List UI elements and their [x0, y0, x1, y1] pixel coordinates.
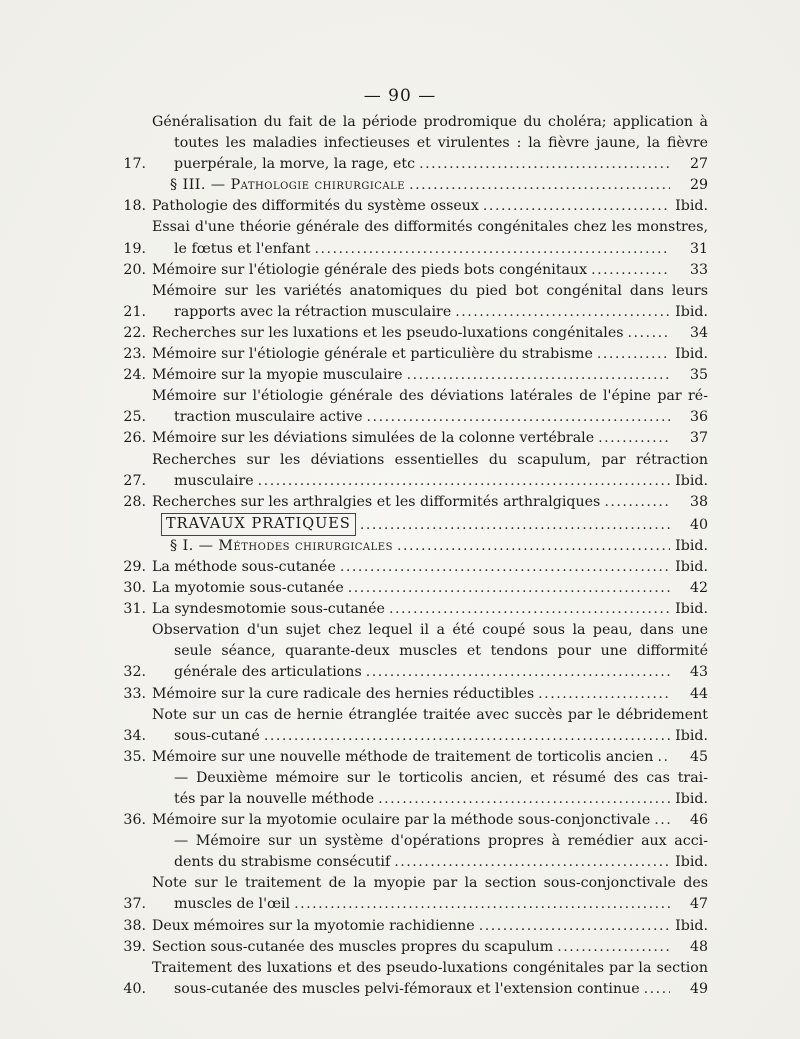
page-ref: Ibid.	[675, 346, 708, 363]
entry-number: 35.	[123, 748, 146, 765]
entry-line	[152, 450, 708, 471]
entry-content	[152, 831, 708, 873]
section-heading	[108, 175, 708, 196]
entry-number: 29.	[123, 558, 146, 575]
toc-entry	[108, 599, 708, 620]
page-ref: Ibid.	[675, 917, 708, 934]
entry-line	[152, 958, 708, 979]
entry-line	[152, 599, 708, 620]
entry-content	[152, 112, 708, 175]
page-ref: 44	[689, 685, 708, 702]
page-ref: 37	[689, 430, 708, 447]
entry-content	[152, 196, 708, 217]
entry-line	[152, 768, 708, 789]
entry-number: 30.	[123, 580, 146, 597]
entry-text: Mémoire sur les variétés anatomiques du pied bot congénital dans leurs	[152, 282, 708, 299]
page-ref: 49	[689, 980, 708, 997]
entry-number: 40.	[123, 980, 146, 997]
page-ref: 29	[689, 177, 708, 194]
page-ref: 46	[689, 812, 708, 829]
entry-text: Recherches sur les déviations essentielles du scapulum, par rétraction	[152, 451, 708, 468]
entry-line	[152, 386, 708, 407]
entry-line	[152, 937, 708, 958]
page-number: — 90 —	[363, 86, 437, 106]
toc-entry	[108, 705, 708, 747]
entry-text: — Deuxième mémoire sur le torticolis ancien, et résumé des cas trai-	[174, 769, 708, 786]
dot-leader	[360, 515, 670, 536]
entry-line	[152, 747, 708, 768]
dot-leader	[597, 344, 670, 365]
toc-entry	[108, 937, 708, 958]
entry-text: Deux mémoires sur la myotomie rachidienne	[152, 917, 475, 934]
toc-entry	[108, 916, 708, 937]
page-ref: Ibid.	[675, 727, 708, 744]
entry-text: Observation d'un sujet chez lequel il a été coupé sous la peau, dans une	[152, 622, 708, 639]
dot-leader	[258, 471, 670, 492]
entry-content	[152, 217, 708, 259]
dot-leader	[294, 894, 670, 915]
entry-content	[152, 492, 708, 513]
entry-line	[152, 112, 708, 133]
page-ref: Ibid.	[675, 601, 708, 618]
entry-number: 21.	[123, 303, 146, 320]
dot-leader	[394, 852, 670, 873]
entry-text: musculaire	[174, 472, 254, 489]
entry-line	[152, 260, 708, 281]
dot-leader	[340, 557, 670, 578]
entry-line	[152, 789, 708, 810]
entry-line	[152, 407, 708, 428]
entry-text: — Mémoire sur un système d'opérations propres à remédier aux acci-	[174, 833, 708, 850]
page-ref: 36	[689, 409, 708, 426]
page-ref: 31	[689, 240, 708, 257]
entry-content	[152, 344, 708, 365]
entry-number: 37.	[123, 896, 146, 913]
dot-leader	[367, 407, 670, 428]
entry-text: sous-cutanée des muscles pelvi-fémoraux et l'extension continue	[174, 980, 640, 997]
page-ref: Ibid.	[675, 303, 708, 320]
entry-content	[152, 323, 708, 344]
toc-entry	[108, 386, 708, 428]
entry-text: puerpérale, la morve, la rage, etc	[174, 156, 416, 173]
section-title: § III. — Pathologie chirurgicale	[170, 177, 406, 194]
dot-leader	[348, 578, 670, 599]
entry-text: seule séance, quarante-deux muscles et tendons pour une difformité	[174, 643, 708, 660]
page-ref: 34	[689, 324, 708, 341]
entry-number: 20.	[123, 261, 146, 278]
entry-text: traction musculaire active	[174, 409, 363, 426]
entry-line	[152, 344, 708, 365]
entry-number: 24.	[123, 367, 146, 384]
entry-content	[152, 873, 708, 915]
page-ref: Ibid.	[675, 537, 708, 554]
entry-number: 28.	[123, 493, 146, 510]
toc-entry	[108, 217, 708, 259]
dot-leader	[455, 302, 670, 323]
dot-leader	[479, 916, 670, 937]
entry-text: sous-cutané	[174, 727, 260, 744]
entry-line	[152, 641, 708, 662]
dot-leader	[598, 428, 670, 449]
entry-number: 33.	[123, 685, 146, 702]
entry-number: 34.	[123, 727, 146, 744]
dot-leader	[557, 937, 670, 958]
entry-content	[152, 958, 708, 1000]
entry-line	[152, 365, 708, 386]
entry-number: 18.	[123, 198, 146, 215]
entry-text: La myotomie sous-cutanée	[152, 580, 344, 597]
dot-leader	[654, 810, 670, 831]
section-heading	[108, 536, 708, 557]
entry-text: Mémoire sur l'étiologie générale et particulière du strabisme	[152, 346, 593, 363]
entry-line	[152, 578, 708, 599]
entry-text: Section sous-cutanée des muscles propres du scapulum	[152, 938, 554, 955]
toc-entry	[108, 492, 708, 513]
toc-entry	[108, 958, 708, 1000]
entry-number: 23.	[123, 346, 146, 363]
section-title: § I. — Méthodes chirurgicales	[170, 537, 393, 554]
table-of-contents	[108, 112, 708, 1000]
entry-line	[152, 852, 708, 873]
page-ref: 48	[689, 938, 708, 955]
entry-content	[152, 557, 708, 578]
entry-content	[152, 705, 708, 747]
page-ref: 33	[689, 261, 708, 278]
entry-line	[152, 662, 708, 683]
toc-entry	[108, 810, 708, 831]
page-ref: 43	[689, 664, 708, 681]
dot-leader	[366, 662, 670, 683]
entry-text: Essai d'une théorie générale des difformités congénitales chez les monstres,	[152, 219, 708, 236]
entry-text: Mémoire sur l'étiologie générale des pieds bots congénitaux	[152, 261, 588, 278]
entry-line	[152, 705, 708, 726]
entry-line	[152, 831, 708, 852]
entry-text: le fœtus et l'enfant	[174, 240, 311, 257]
entry-content	[152, 428, 708, 449]
entry-text: Recherches sur les arthralgies et les difformités arthralgiques	[152, 493, 601, 510]
entry-line	[152, 154, 708, 175]
dot-leader	[314, 239, 670, 260]
entry-text: Mémoire sur la myotomie oculaire par la méthode sous-conjonctivale	[152, 812, 651, 829]
part-heading	[108, 513, 708, 536]
entry-text: générale des articulations	[174, 664, 362, 681]
entry-text: Pathologie des difformités du système osseux	[152, 198, 479, 215]
entry-number: 38.	[123, 917, 146, 934]
toc-entry	[108, 196, 708, 217]
toc-entry	[108, 684, 708, 705]
entry-text: Mémoire sur la myopie musculaire	[152, 367, 403, 384]
entry-text: Mémoire sur l'étiologie générale des déviations latérales de l'épine par ré-	[152, 388, 708, 405]
entry-text: La méthode sous-cutanée	[152, 558, 336, 575]
entry-content	[152, 768, 708, 810]
page-ref: 27	[689, 156, 708, 173]
dot-leader	[378, 789, 670, 810]
dot-leader	[644, 979, 670, 1000]
toc-entry	[108, 365, 708, 386]
entry-content	[152, 916, 708, 937]
dot-leader	[604, 492, 670, 513]
entry-text: Généralisation du fait de la période prodromique du choléra; application à	[152, 114, 708, 130]
toc-entry	[108, 112, 708, 175]
entry-line	[152, 684, 708, 705]
page-ref: 40	[689, 516, 708, 533]
entry-line	[152, 873, 708, 894]
entry-line	[152, 428, 708, 449]
toc-entry	[108, 344, 708, 365]
entry-text: rapports avec la rétraction musculaire	[174, 303, 452, 320]
toc-entry	[108, 428, 708, 449]
entry-number: 17.	[123, 156, 146, 173]
dot-leader	[389, 599, 670, 620]
entry-content	[152, 747, 708, 768]
toc-entry	[108, 831, 708, 873]
entry-number: 22.	[123, 324, 146, 341]
entry-number: 25.	[123, 409, 146, 426]
entry-text: toutes les maladies infectieuses et virulentes : la fièvre jaune, la fièvre	[174, 135, 708, 152]
dot-leader	[591, 260, 670, 281]
entry-content	[152, 599, 708, 620]
entry-line	[152, 810, 708, 831]
toc-entry	[108, 557, 708, 578]
entry-content	[152, 386, 708, 428]
entry-content	[152, 810, 708, 831]
entry-line	[152, 620, 708, 641]
part-title: TRAVAUX PRATIQUES	[161, 513, 356, 536]
entry-number: 27.	[123, 472, 146, 489]
entry-line	[152, 302, 708, 323]
entry-line	[152, 281, 708, 302]
page-ref: Ibid.	[675, 198, 708, 215]
entry-line	[152, 916, 708, 937]
entry-line	[152, 133, 708, 154]
page-ref: Ibid.	[675, 558, 708, 575]
page-ref: Ibid.	[675, 854, 708, 871]
dot-leader	[538, 684, 670, 705]
dot-leader	[628, 323, 670, 344]
entry-number: 39.	[123, 938, 146, 955]
page-ref: 45	[689, 748, 708, 765]
page-ref: 47	[689, 896, 708, 913]
page-ref: 35	[689, 367, 708, 384]
dot-leader	[419, 154, 670, 175]
entry-text: Recherches sur les luxations et les pseudo-luxations congénitales	[152, 324, 624, 341]
dot-leader	[657, 747, 670, 768]
toc-entry	[108, 260, 708, 281]
entry-line	[152, 239, 708, 260]
entry-number: 26.	[123, 430, 146, 447]
dot-leader	[483, 196, 670, 217]
entry-text: Mémoire sur une nouvelle méthode de traitement de torticolis ancien	[152, 748, 654, 765]
entry-content	[152, 260, 708, 281]
entry-content	[152, 684, 708, 705]
toc-entry	[108, 281, 708, 323]
toc-entry	[108, 747, 708, 768]
entry-number: 32.	[123, 664, 146, 681]
toc-entry	[108, 323, 708, 344]
entry-content	[152, 365, 708, 386]
entry-line	[152, 492, 708, 513]
toc-entry	[108, 578, 708, 599]
page-ref: Ibid.	[675, 472, 708, 489]
toc-entry	[108, 768, 708, 810]
entry-line	[152, 196, 708, 217]
entry-content	[152, 937, 708, 958]
entry-number: 36.	[123, 812, 146, 829]
entry-content	[152, 620, 708, 683]
toc-entry	[108, 620, 708, 683]
entry-text: Traitement des luxations et des pseudo-luxations congénitales par la section	[152, 959, 708, 976]
page-ref: Ibid.	[675, 791, 708, 807]
entry-text: dents du strabisme consécutif	[174, 854, 391, 871]
entry-line	[152, 217, 708, 238]
entry-line	[152, 557, 708, 578]
toc-entry	[108, 873, 708, 915]
entry-text: Note sur un cas de hernie étranglée traitée avec succès par le débridement	[152, 706, 708, 723]
entry-line	[152, 471, 708, 492]
toc-entry	[108, 450, 708, 492]
dot-leader	[409, 175, 670, 196]
entry-text: Note sur le traitement de la myopie par la section sous-conjonctivale des	[152, 875, 708, 892]
page-ref: 38	[689, 493, 708, 510]
entry-text: muscles de l'œil	[174, 896, 291, 913]
dot-leader	[264, 726, 670, 747]
entry-content	[152, 578, 708, 599]
entry-line	[152, 979, 708, 1000]
entry-content	[152, 281, 708, 323]
entry-number: 31.	[123, 601, 146, 618]
entry-line	[152, 323, 708, 344]
entry-content	[152, 450, 708, 492]
page-ref: 42	[689, 580, 708, 597]
entry-text: tés par la nouvelle méthode	[174, 791, 375, 807]
entry-line	[152, 894, 708, 915]
entry-line	[152, 726, 708, 747]
dot-leader	[407, 365, 670, 386]
entry-text: La syndesmotomie sous-cutanée	[152, 601, 385, 618]
dot-leader	[397, 536, 670, 557]
entry-number: 19.	[123, 240, 146, 257]
entry-text: Mémoire sur les déviations simulées de la colonne vertébrale	[152, 430, 595, 447]
entry-text: Mémoire sur la cure radicale des hernies réductibles	[152, 685, 535, 702]
